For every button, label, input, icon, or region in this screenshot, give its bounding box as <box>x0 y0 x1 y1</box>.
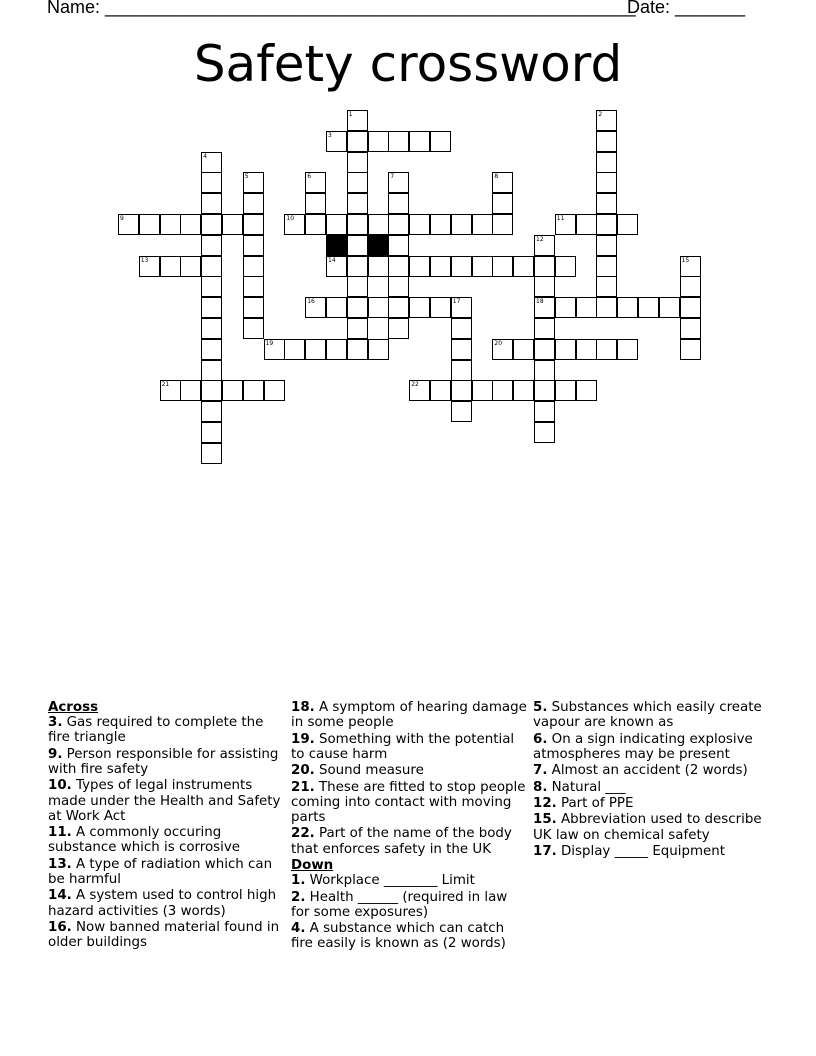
grid-cell[interactable] <box>492 193 513 214</box>
date-blank: _______ <box>675 0 746 17</box>
down-clue <box>291 873 527 888</box>
grid-cell[interactable] <box>451 360 472 381</box>
across-clue <box>48 920 284 950</box>
clue-number: 10. <box>48 778 72 794</box>
grid-cell[interactable] <box>347 152 368 173</box>
grid-cell[interactable] <box>368 339 389 360</box>
clue-number: 11. <box>48 825 72 841</box>
grid-cell[interactable] <box>596 193 617 214</box>
across-heading: Across <box>48 700 99 715</box>
grid-cell[interactable] <box>368 131 389 152</box>
clue-text: A commonly occuring substance which is corrosive <box>48 825 241 856</box>
across-clue <box>291 732 527 762</box>
clue-number: 2. <box>291 889 306 905</box>
grid-cell[interactable] <box>326 214 347 235</box>
grid-cell[interactable] <box>596 131 617 152</box>
grid-cell[interactable] <box>201 401 222 422</box>
grid-cell[interactable] <box>201 235 222 256</box>
grid-cell[interactable] <box>388 276 409 297</box>
page-title: Safety crossword <box>193 35 623 93</box>
grid-cell[interactable] <box>513 256 534 277</box>
grid-cell[interactable] <box>596 214 617 235</box>
grid-cell[interactable] <box>388 131 409 152</box>
cell-number: 7 <box>390 173 395 181</box>
grid-cell[interactable] <box>388 235 409 256</box>
grid-cell[interactable] <box>430 214 451 235</box>
down-clue <box>533 732 763 762</box>
grid-cell[interactable] <box>388 318 409 339</box>
down-clue <box>533 844 763 859</box>
grid-cell[interactable] <box>596 297 617 318</box>
clue-number: 22. <box>291 826 315 842</box>
grid-cell[interactable] <box>243 214 264 235</box>
grid-cell[interactable] <box>347 131 368 152</box>
across-clue <box>48 715 284 745</box>
crossword-grid <box>0 0 816 480</box>
grid-cell[interactable] <box>596 152 617 173</box>
grid-cell[interactable] <box>264 380 285 401</box>
grid-cell[interactable] <box>617 297 638 318</box>
clue-text: Gas required to complete the fire triangle <box>48 715 264 746</box>
grid-cell[interactable] <box>201 214 222 235</box>
grid-cell[interactable] <box>409 131 430 152</box>
cell-number: 15 <box>681 256 690 264</box>
grid-cell[interactable] <box>451 318 472 339</box>
clue-text: Now banned material found in older buildings <box>48 919 280 951</box>
grid-cell[interactable] <box>305 193 326 214</box>
grid-cell[interactable] <box>347 214 368 235</box>
grid-cell[interactable] <box>368 297 389 318</box>
cell-number: 22 <box>411 381 419 389</box>
grid-cell[interactable] <box>160 214 181 235</box>
grid-cell[interactable] <box>451 401 472 422</box>
grid-cell[interactable] <box>534 256 555 277</box>
grid-cell[interactable] <box>534 276 555 297</box>
cell-number: 5 <box>244 173 249 181</box>
grid-cell[interactable] <box>222 380 243 401</box>
clue-text: Substances which easily create vapour are known as <box>533 700 762 731</box>
across-clue <box>48 825 284 855</box>
down-clue <box>533 796 763 811</box>
grid-cell[interactable] <box>430 297 451 318</box>
grid-cell[interactable] <box>388 214 409 235</box>
clue-number: 20. <box>291 763 315 779</box>
grid-cell[interactable] <box>492 214 513 235</box>
clue-number: 5. <box>533 700 548 715</box>
date-label: Date: <box>627 0 671 17</box>
clue-number: 19. <box>291 731 315 747</box>
clue-text: Person responsible for assisting with fire safety <box>48 746 279 777</box>
grid-cell[interactable] <box>472 380 493 401</box>
grid-cell[interactable] <box>596 172 617 193</box>
grid-cell[interactable] <box>347 256 368 277</box>
clue-number: 8. <box>533 779 548 795</box>
grid-cell[interactable] <box>160 256 181 277</box>
grid-cell[interactable] <box>576 380 597 401</box>
clue-text: Part of PPE <box>556 795 634 811</box>
clue-text: Types of legal instruments made under the Health and Safety at Work Act <box>48 778 281 824</box>
cell-number: 8 <box>494 173 499 181</box>
grid-cell[interactable] <box>576 339 597 360</box>
grid-cell[interactable] <box>388 297 409 318</box>
grid-cell[interactable] <box>430 380 451 401</box>
clue-number: 1. <box>291 873 306 889</box>
grid-cell[interactable] <box>513 380 534 401</box>
cell-number: 12 <box>536 235 544 243</box>
clue-text: These are fitted to stop people coming into contact with moving parts <box>291 779 526 825</box>
down-clue <box>533 700 763 730</box>
grid-cell[interactable] <box>347 318 368 339</box>
cell-number: 20 <box>494 339 503 347</box>
grid-cell[interactable] <box>139 214 160 235</box>
across-clue <box>291 763 527 778</box>
clue-text: Sound measure <box>314 763 424 779</box>
grid-cell[interactable] <box>680 339 701 360</box>
grid-cell[interactable] <box>534 401 555 422</box>
clue-number: 4. <box>291 921 306 937</box>
name-blank: _____________________________________________________ <box>105 0 636 17</box>
grid-cell[interactable] <box>326 339 347 360</box>
clue-number: 17. <box>533 843 557 859</box>
grid-cell[interactable] <box>555 297 576 318</box>
grid-cell[interactable] <box>347 339 368 360</box>
grid-cell[interactable] <box>555 339 576 360</box>
across-clue <box>48 778 284 824</box>
grid-cell[interactable] <box>534 422 555 443</box>
grid-cell[interactable] <box>347 276 368 297</box>
grid-cell[interactable] <box>201 443 222 464</box>
clue-number: 7. <box>533 763 548 779</box>
black-cell <box>368 235 389 256</box>
grid-cell[interactable] <box>576 297 597 318</box>
grid-cell[interactable] <box>409 214 430 235</box>
cell-number: 11 <box>556 215 565 222</box>
down-clue <box>533 812 763 842</box>
cell-number: 4 <box>203 152 208 160</box>
cell-number: 1 <box>348 111 353 118</box>
grid-cell[interactable] <box>534 380 555 401</box>
clue-number: 18. <box>291 700 315 715</box>
clue-number: 21. <box>291 779 315 795</box>
clue-text: A symptom of hearing damage in some people <box>291 700 527 731</box>
grid-cell[interactable] <box>201 380 222 401</box>
grid-cell[interactable] <box>180 256 201 277</box>
clue-number: 3. <box>48 715 63 731</box>
grid-cell[interactable] <box>430 131 451 152</box>
grid-cell[interactable] <box>243 256 264 277</box>
cell-number: 17 <box>452 298 461 306</box>
clue-text: Abbreviation used to describe UK law on chemical safety <box>533 812 762 843</box>
down-heading: Down <box>291 857 334 873</box>
clue-number: 13. <box>48 856 72 872</box>
grid-cell[interactable] <box>451 256 472 277</box>
across-clue <box>291 780 527 826</box>
grid-cell[interactable] <box>284 339 305 360</box>
grid-cell[interactable] <box>430 256 451 277</box>
cell-number: 9 <box>120 215 124 222</box>
grid-cell[interactable] <box>243 297 264 318</box>
grid-cell[interactable] <box>451 339 472 360</box>
cell-number: 19 <box>265 339 274 347</box>
name-label: Name: <box>47 0 101 17</box>
grid-cell[interactable] <box>201 422 222 443</box>
black-cell <box>326 235 347 256</box>
grid-cell[interactable] <box>201 276 222 297</box>
clue-text: Natural ___ <box>547 779 626 795</box>
grid-cell[interactable] <box>388 256 409 277</box>
cell-number: 14 <box>328 256 336 264</box>
grid-cell[interactable] <box>243 193 264 214</box>
grid-cell[interactable] <box>596 339 617 360</box>
clue-number: 15. <box>533 812 557 828</box>
across-clue <box>291 700 527 730</box>
grid-cell[interactable] <box>243 276 264 297</box>
cell-number: 3 <box>328 131 332 139</box>
grid-cell[interactable] <box>368 214 389 235</box>
grid-cell[interactable] <box>201 297 222 318</box>
grid-cell[interactable] <box>534 339 555 360</box>
grid-cell[interactable] <box>305 339 326 360</box>
grid-cell[interactable] <box>409 256 430 277</box>
clue-text: Health ______ (required in law for some exposures) <box>291 889 508 920</box>
grid-cell[interactable] <box>368 256 389 277</box>
grid-cell[interactable] <box>201 172 222 193</box>
cell-number: 6 <box>307 173 312 181</box>
clues-column-2 <box>291 700 527 953</box>
clue-text: A system used to control high hazard activities (3 words) <box>48 888 277 919</box>
grid-cell[interactable] <box>347 193 368 214</box>
grid-cell[interactable] <box>305 214 326 235</box>
grid-cell[interactable] <box>243 318 264 339</box>
clue-text: Display _____ Equipment <box>556 843 726 859</box>
grid-cell[interactable] <box>180 380 201 401</box>
cell-number: 13 <box>140 256 149 264</box>
grid-cell[interactable] <box>201 360 222 381</box>
cell-number: 18 <box>536 298 544 306</box>
grid-cell[interactable] <box>451 214 472 235</box>
cell-number: 16 <box>307 298 315 306</box>
clue-number: 9. <box>48 746 63 762</box>
grid-cell[interactable] <box>472 256 493 277</box>
clues-column-1 <box>48 700 284 952</box>
grid-cell[interactable] <box>201 339 222 360</box>
grid-cell[interactable] <box>638 297 659 318</box>
grid-cell[interactable] <box>680 297 701 318</box>
clue-text: A substance which can catch fire easily is known as (2 words) <box>291 921 506 952</box>
grid-cell[interactable] <box>680 318 701 339</box>
clues-column-3 <box>533 700 763 860</box>
grid-cell[interactable] <box>534 318 555 339</box>
across-clue <box>291 826 527 856</box>
grid-cell[interactable] <box>409 297 430 318</box>
grid-cell[interactable] <box>659 297 680 318</box>
down-clue <box>291 921 527 951</box>
grid-cell[interactable] <box>201 318 222 339</box>
grid-cell[interactable] <box>201 193 222 214</box>
grid-cell[interactable] <box>472 214 493 235</box>
clue-text: Something with the potential to cause harm <box>291 731 515 762</box>
grid-cell[interactable] <box>180 214 201 235</box>
cell-number: 2 <box>598 111 603 118</box>
cell-number: 21 <box>161 381 170 389</box>
grid-cell[interactable] <box>555 256 576 277</box>
clue-text: A type of radiation which can be harmful <box>48 856 273 887</box>
grid-cell[interactable] <box>513 339 534 360</box>
clue-text: Workplace ________ Limit <box>305 873 475 889</box>
grid-cell[interactable] <box>596 276 617 297</box>
grid-cell[interactable] <box>243 235 264 256</box>
grid-cell[interactable] <box>388 193 409 214</box>
grid-cell[interactable] <box>596 256 617 277</box>
grid-cell[interactable] <box>347 235 368 256</box>
clue-text: Part of the name of the body that enforces safety in the UK <box>291 826 512 857</box>
grid-cell[interactable] <box>576 214 597 235</box>
down-clue <box>291 890 527 920</box>
across-clue <box>48 747 284 777</box>
clue-number: 6. <box>533 731 548 747</box>
grid-cell[interactable] <box>680 276 701 297</box>
grid-cell[interactable] <box>534 360 555 381</box>
clue-number: 16. <box>48 919 72 935</box>
across-clue <box>48 888 284 918</box>
grid-cell[interactable] <box>492 380 513 401</box>
grid-cell[interactable] <box>347 297 368 318</box>
grid-cell[interactable] <box>451 380 472 401</box>
grid-cell[interactable] <box>555 380 576 401</box>
grid-cell[interactable] <box>326 297 347 318</box>
grid-cell[interactable] <box>201 256 222 277</box>
grid-cell[interactable] <box>596 235 617 256</box>
clue-text: On a sign indicating explosive atmospheres may be present <box>533 731 753 762</box>
grid-cell[interactable] <box>347 172 368 193</box>
clue-number: 12. <box>533 795 557 811</box>
clue-number: 14. <box>48 888 72 904</box>
cell-number: 10 <box>286 215 295 222</box>
down-clue <box>533 780 763 795</box>
across-clue <box>48 857 284 887</box>
grid-cell[interactable] <box>617 339 638 360</box>
grid-cell[interactable] <box>492 256 513 277</box>
grid-cell[interactable] <box>243 380 264 401</box>
grid-cell[interactable] <box>617 214 638 235</box>
down-clue <box>533 763 763 778</box>
clue-text: Almost an accident (2 words) <box>547 763 748 779</box>
grid-cell[interactable] <box>222 214 243 235</box>
